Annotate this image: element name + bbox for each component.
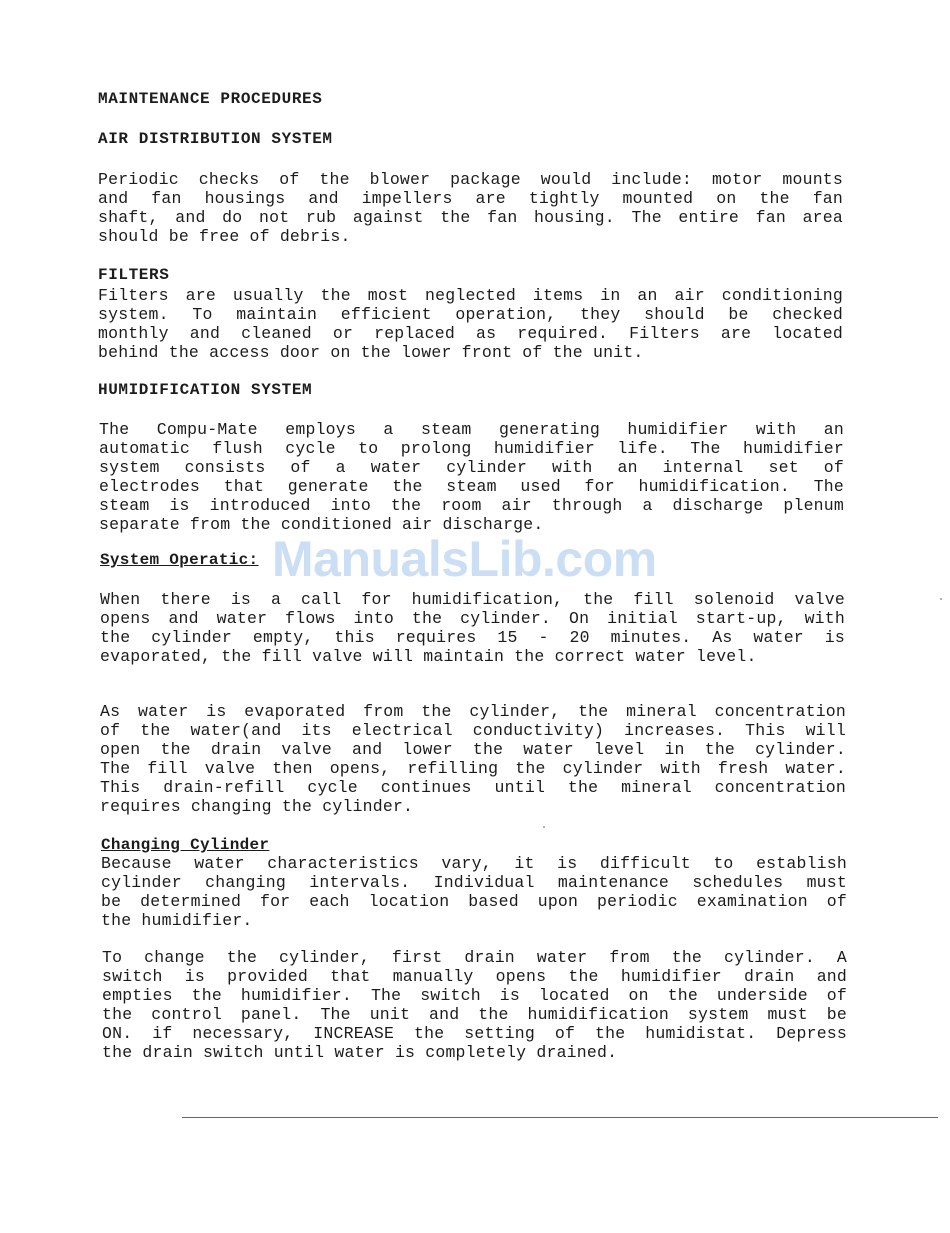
- section-heading-filters: FILTERS: [98, 266, 170, 284]
- text-line: behind the access door on the lower front of the unit.: [98, 343, 644, 362]
- text-line: of the water(and its electrical conductivity) increases. This will: [100, 721, 846, 740]
- paragraph-system-operation-2: [100, 702, 846, 816]
- text-line: cylinder changing intervals. Individual maintenance schedules must: [101, 873, 847, 892]
- paragraph-filters: [98, 286, 843, 362]
- text-line: should be free of debris.: [98, 227, 351, 246]
- text-line: automatic flush cycle to prolong humidifier life. The humidifier: [99, 439, 844, 458]
- text-line: Because water characteristics vary, it is difficult to establish: [101, 854, 847, 873]
- text-line: The Compu-Mate employs a steam generating humidifier with an: [99, 420, 844, 439]
- text-line: ON. if necessary, INCREASE the setting of the humidistat. Depress: [102, 1024, 847, 1043]
- text-line: monthly and cleaned or replaced as required. Filters are located: [98, 324, 843, 343]
- subheading-system-operation-text: System Operatic: [100, 551, 249, 569]
- text-line: Filters are usually the most neglected items in an air conditioning: [98, 286, 843, 305]
- page-title: MAINTENANCE PROCEDURES: [98, 90, 323, 108]
- text-line: the control panel. The unit and the humidification system must be: [102, 1005, 847, 1024]
- manualslib-watermark: ManualsLib.com: [272, 531, 657, 587]
- paragraph-changing-cylinder-2: [102, 948, 847, 1062]
- paragraph-system-operation-1: [100, 590, 845, 666]
- scan-speck: [940, 598, 942, 600]
- text-line: switch is provided that manually opens the humidifier drain and: [102, 967, 847, 986]
- text-line: the humidifier.: [101, 911, 253, 930]
- paragraph-changing-cylinder-1: [101, 854, 847, 930]
- text-line: the cylinder empty, this requires 15 - 20 minutes. As water is: [100, 628, 845, 647]
- text-line: requires changing the cylinder.: [100, 797, 414, 816]
- text-line: The fill valve then opens, refilling the cylinder with fresh water.: [100, 759, 846, 778]
- text-line: the drain switch until water is completely drained.: [102, 1043, 618, 1062]
- section-heading-air-distribution: AIR DISTRIBUTION SYSTEM: [98, 130, 333, 148]
- footer-rule: [182, 1117, 938, 1118]
- text-line: When there is a call for humidification, the fill solenoid valve: [100, 590, 845, 609]
- subheading-system-operation: [100, 551, 258, 569]
- scan-speck: [543, 826, 545, 828]
- subheading-system-operation-colon: :: [248, 551, 259, 569]
- text-line: system. To maintain efficient operation, they should be checked: [98, 305, 843, 324]
- text-line: empties the humidifier. The switch is located on the underside of: [102, 986, 847, 1005]
- text-line: evaporated, the fill valve will maintain the correct water level.: [100, 647, 757, 666]
- subheading-changing-cylinder: Changing Cylinder: [101, 836, 270, 854]
- text-line: opens and water flows into the cylinder. On initial start-up, with: [100, 609, 845, 628]
- text-line: As water is evaporated from the cylinder, the mineral concentration: [100, 702, 846, 721]
- section-heading-humidification: HUMIDIFICATION SYSTEM: [98, 381, 313, 399]
- text-line: steam is introduced into the room air through a discharge plenum: [99, 496, 844, 515]
- paragraph-humidification: [99, 420, 844, 534]
- paragraph-air-distribution: [98, 170, 843, 246]
- text-line: Periodic checks of the blower package would include: motor mounts: [98, 170, 843, 189]
- text-line: system consists of a water cylinder with an internal set of: [99, 458, 844, 477]
- text-line: shaft, and do not rub against the fan housing. The entire fan area: [98, 208, 843, 227]
- text-line: electrodes that generate the steam used for humidification. The: [99, 477, 844, 496]
- text-line: separate from the conditioned air discharge.: [99, 515, 544, 534]
- text-line: open the drain valve and lower the water level in the cylinder.: [100, 740, 846, 759]
- text-line: This drain-refill cycle continues until the mineral concentration: [100, 778, 846, 797]
- text-line: To change the cylinder, first drain water from the cylinder. A: [102, 948, 847, 967]
- text-line: and fan housings and impellers are tightly mounted on the fan: [98, 189, 843, 208]
- text-line: be determined for each location based upon periodic examination of: [101, 892, 847, 911]
